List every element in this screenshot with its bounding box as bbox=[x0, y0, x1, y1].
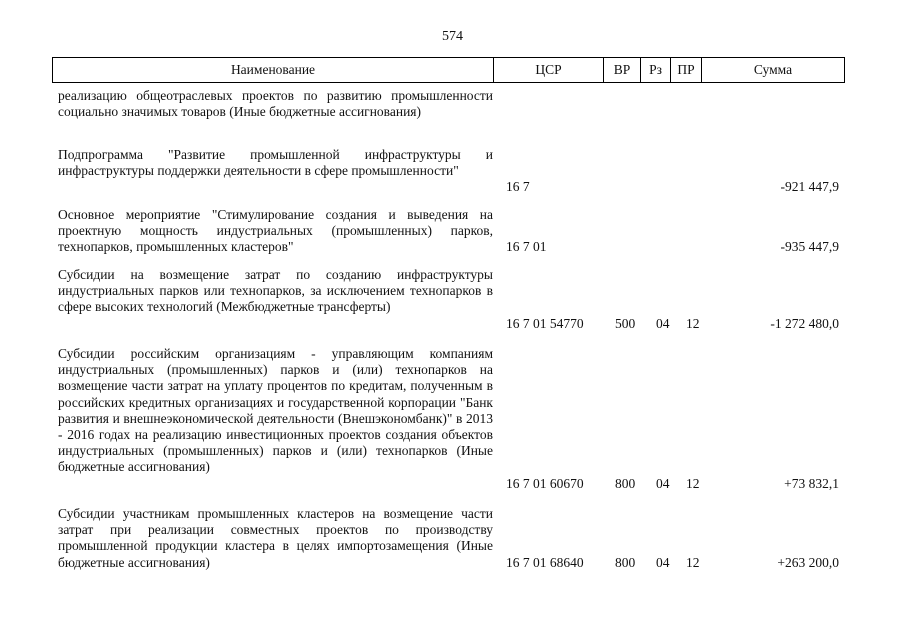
row-name: Основное мероприятие "Стимулирование создания и выведения на проектную мощность индустриальных (промышленных) парков, технопарков, промышленных кластеров" bbox=[58, 207, 493, 255]
row-vr: 500 bbox=[615, 316, 636, 331]
header-sum: Сумма bbox=[753, 62, 793, 77]
row-sum: +73 832,1 bbox=[784, 476, 839, 491]
header-vr: ВР bbox=[604, 58, 641, 82]
row-name: Субсидии участникам промышленных кластеров на возмещение части затрат при реализации совместных проектов по производству промышленной продукции кластера в целях импортозамещения (Иные бюджетные ассигнования) bbox=[58, 506, 493, 570]
header-rz: Рз bbox=[641, 58, 671, 82]
page-number: 574 bbox=[442, 29, 463, 44]
row-name: Субсидии на возмещение затрат по созданию инфраструктуры индустриальных парков или технопарков, за исключением технопарков в сфере высоких технологий (Межбюджетные трансферты) bbox=[58, 267, 493, 315]
row-sum: -935 447,9 bbox=[780, 239, 839, 254]
row-rz: 04 bbox=[656, 476, 670, 491]
row-pr: 12 bbox=[686, 316, 700, 331]
table-row bbox=[58, 267, 845, 333]
row-csr: 16 7 01 bbox=[506, 239, 547, 254]
row-rz: 04 bbox=[656, 316, 670, 331]
row-sum: -921 447,9 bbox=[780, 179, 839, 194]
table-row bbox=[58, 346, 845, 496]
table-header bbox=[52, 57, 845, 83]
row-csr: 16 7 01 68640 bbox=[506, 555, 584, 570]
row-name: реализацию общеотраслевых проектов по развитию промышленности социально значимых товаров (Иные бюджетные ассигнования) bbox=[58, 88, 493, 120]
header-pr: ПР bbox=[671, 58, 702, 82]
row-csr: 16 7 01 60670 bbox=[506, 476, 584, 491]
table-row bbox=[58, 88, 845, 138]
row-csr: 16 7 bbox=[506, 179, 530, 194]
header-name: Наименование bbox=[53, 58, 494, 82]
row-pr: 12 bbox=[686, 476, 700, 491]
row-pr: 12 bbox=[686, 555, 700, 570]
table-row bbox=[58, 207, 845, 257]
row-name: Подпрограмма "Развитие промышленной инфраструктуры и инфраструктуры поддержки деятельности в сфере промышленности" bbox=[58, 147, 493, 179]
row-name: Субсидии российским организациям - управляющим компаниям индустриальных (промышленных) парков и (или) технопарков на возмещение части затрат на уплату процентов по кредитам, полученным в российских кредитных организациях и государственной корпорации "Банк развития и внешнеэкономической деятельности (Внешэкономбанк)" в 2013 - 2016 годах на реализацию инвестиционных проектов создания объектов индустриальных (промышленных) парков и (или) технопарков (Иные бюджетные ассигнования) bbox=[58, 346, 493, 475]
table-row bbox=[58, 147, 845, 197]
table-row bbox=[58, 506, 845, 572]
row-vr: 800 bbox=[615, 555, 636, 570]
row-sum: +263 200,0 bbox=[777, 555, 839, 570]
row-rz: 04 bbox=[656, 555, 670, 570]
row-csr: 16 7 01 54770 bbox=[506, 316, 584, 331]
row-vr: 800 bbox=[615, 476, 636, 491]
header-csr: ЦСР bbox=[494, 58, 604, 82]
row-sum: -1 272 480,0 bbox=[770, 316, 839, 331]
